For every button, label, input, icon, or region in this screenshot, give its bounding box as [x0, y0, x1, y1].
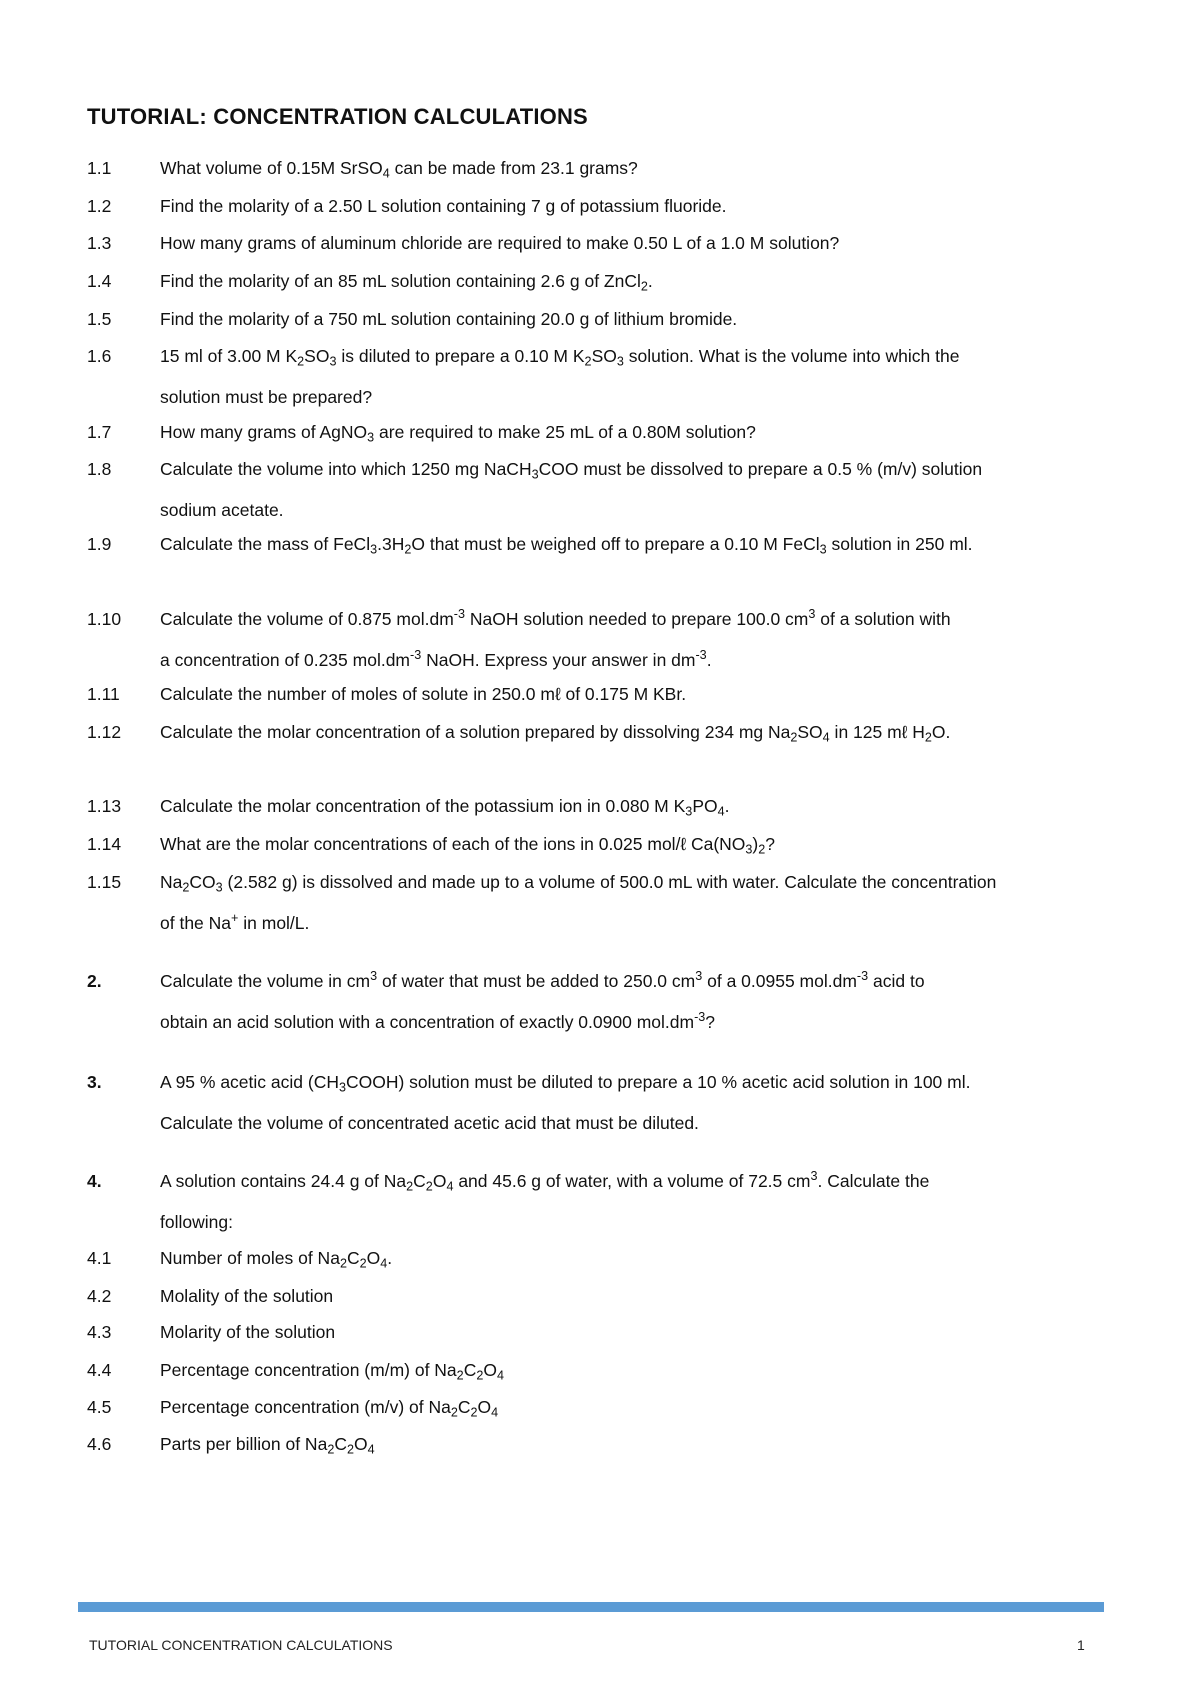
- question-number: 1.13: [87, 796, 122, 816]
- question-line: Find the molarity of an 85 mL solution containing 2.6 g of ZnCl$_2$.: [160, 271, 653, 294]
- question-number: 1.4: [87, 271, 112, 291]
- footer-running-title: TUTORIAL CONCENTRATION CALCULATIONS: [89, 1637, 393, 1653]
- question-line: Calculate the number of moles of solute in 250.0 mℓ of 0.175 M KBr.: [160, 684, 687, 704]
- question-text: [160, 1387, 498, 1428]
- question-line: How many grams of aluminum chloride are required to make 0.50 L of a 1.0 M solution?: [160, 233, 840, 253]
- question-text: [160, 186, 727, 227]
- question-number: 4.3: [87, 1322, 112, 1342]
- question-text: [160, 674, 686, 715]
- question-number: 1.15: [87, 872, 122, 892]
- question-number: 1.11: [87, 684, 120, 704]
- question-text: [160, 1276, 333, 1317]
- question-number: 1.8: [87, 459, 112, 479]
- question-text: [160, 1350, 504, 1391]
- question-number: 1.9: [87, 534, 112, 554]
- question-line: obtain an acid solution with a concentration of exactly 0.0900 $mol.dm^{-3}$?: [160, 1010, 716, 1032]
- question-number: 1.2: [87, 196, 112, 216]
- question-line: Molality of the solution: [160, 1286, 334, 1306]
- document-title: TUTORIAL: CONCENTRATION CALCULATIONS: [87, 104, 588, 129]
- question-line: Molarity of the solution: [160, 1322, 336, 1342]
- question-number: 3.: [87, 1072, 102, 1092]
- question-line: Percentage concentration (m/m) of $Na_2C_2O_4$: [160, 1360, 504, 1383]
- question-number: 1.6: [87, 346, 112, 366]
- question-text: [160, 599, 951, 681]
- question-number: 1.14: [87, 834, 122, 854]
- question-text: [160, 449, 982, 531]
- question-text: [160, 412, 756, 453]
- question-text: [160, 299, 737, 340]
- question-text: [160, 148, 638, 189]
- question-line: Find the molarity of a 2.50 L solution containing 7 g of potassium fluoride.: [160, 196, 727, 216]
- footer-rule: [78, 1602, 1104, 1612]
- question-text: [160, 1424, 375, 1465]
- question-line: sodium acetate.: [160, 500, 284, 520]
- footer-page-number: 1: [1077, 1637, 1085, 1653]
- question-text: [160, 1161, 929, 1243]
- question-line: Calculate the volume into which 1250 mg NaCH$_3$COO must be dissolved to prepare a 0.5 % (m/v) solution: [160, 459, 983, 482]
- question-line: Calculate the mass of $FeCl_3.3H_2O$ that must be weighed off to prepare a 0.10 M FeCl$_3$ solution in 250 ml.: [160, 534, 973, 557]
- question-text: [160, 261, 653, 302]
- question-line: A 95 % acetic acid $(CH_3COOH)$ solution must be diluted to prepare a 10 % acetic acid solution in 100 ml.: [160, 1072, 971, 1095]
- question-number: 4.4: [87, 1360, 112, 1380]
- question-number: 1.1: [87, 158, 112, 178]
- question-line: Calculate the volume of concentrated acetic acid that must be diluted.: [160, 1113, 699, 1133]
- question-line: Number of moles of $Na_2C_2O_4$.: [160, 1248, 393, 1271]
- question-line: Find the molarity of a 750 mL solution containing 20.0 g of lithium bromide.: [160, 309, 738, 329]
- question-number: 4.1: [87, 1248, 112, 1268]
- question-number: 4.2: [87, 1286, 112, 1306]
- question-text: [160, 1238, 392, 1279]
- question-text: [160, 786, 730, 827]
- question-text: [160, 223, 839, 264]
- question-text: [160, 1062, 970, 1144]
- question-line: How many grams of AgNO$_3$ are required to make 25 mL of a 0.80M solution?: [160, 422, 756, 445]
- question-line: Calculate the volume in $cm^3$ of water that must be added to 250.0 $cm^3$ of a 0.0955 $mol.dm^{-3}$ acid to: [160, 969, 925, 991]
- question-line: Percentage concentration (m/v) of $Na_2C_2O_4$: [160, 1397, 499, 1420]
- question-line: What are the molar concentrations of each of the ions in 0.025 mol/ℓ $Ca(NO_3)_2$?: [160, 834, 775, 857]
- question-line: 15 ml of 3.00 M $K_2SO_3$ is diluted to prepare a 0.10 M $K_2SO_3$ solution. What is the volume into which the: [160, 346, 960, 369]
- question-line: A solution contains 24.4 g of $Na_2C_2O_4$ and 45.6 g of water, with a volume of 72.5 $cm^3$. Calculate the: [160, 1169, 930, 1194]
- question-number: 4.6: [87, 1434, 112, 1454]
- question-text: [160, 524, 973, 565]
- question-text: [160, 961, 925, 1043]
- question-number: 2.: [87, 971, 102, 991]
- question-line: What volume of 0.15M SrSO$_4$ can be made from 23.1 grams?: [160, 158, 638, 181]
- question-text: [160, 824, 775, 865]
- question-number: 1.3: [87, 233, 112, 253]
- question-number: 4.: [87, 1171, 102, 1191]
- question-number: 1.7: [87, 422, 112, 442]
- question-number: 4.5: [87, 1397, 112, 1417]
- question-line: solution must be prepared?: [160, 387, 373, 407]
- question-line: Calculate the volume of 0.875 $mol.dm^{-3}$ NaOH solution needed to prepare 100.0 $cm^3$ of a solution with: [160, 607, 951, 629]
- question-line: a concentration of 0.235 $mol.dm^{-3}$ NaOH. Express your answer in $dm^{-3}$.: [160, 648, 712, 670]
- question-number: 1.5: [87, 309, 112, 329]
- question-line: Parts per billion of $Na_2C_2O_4$: [160, 1434, 375, 1457]
- question-line: of the Na+ in mol/L.: [160, 911, 310, 933]
- question-text: [160, 336, 959, 418]
- question-line: $Na_2CO_3$ (2.582 g) is dissolved and made up to a volume of 500.0 mL with water. Calculate the concentration: [160, 872, 997, 895]
- question-line: Calculate the molar concentration of a solution prepared by dissolving 234 mg $Na_2SO_4$ in 125 mℓ $H_2O$.: [160, 722, 951, 745]
- question-text: [160, 712, 950, 753]
- question-number: 1.10: [87, 609, 122, 629]
- question-number: 1.12: [87, 722, 122, 742]
- question-line: Calculate the molar concentration of the potassium ion in 0.080 M $K_3PO_4$.: [160, 796, 730, 819]
- question-text: [160, 862, 996, 944]
- question-line: following:: [160, 1212, 233, 1232]
- question-text: [160, 1312, 335, 1353]
